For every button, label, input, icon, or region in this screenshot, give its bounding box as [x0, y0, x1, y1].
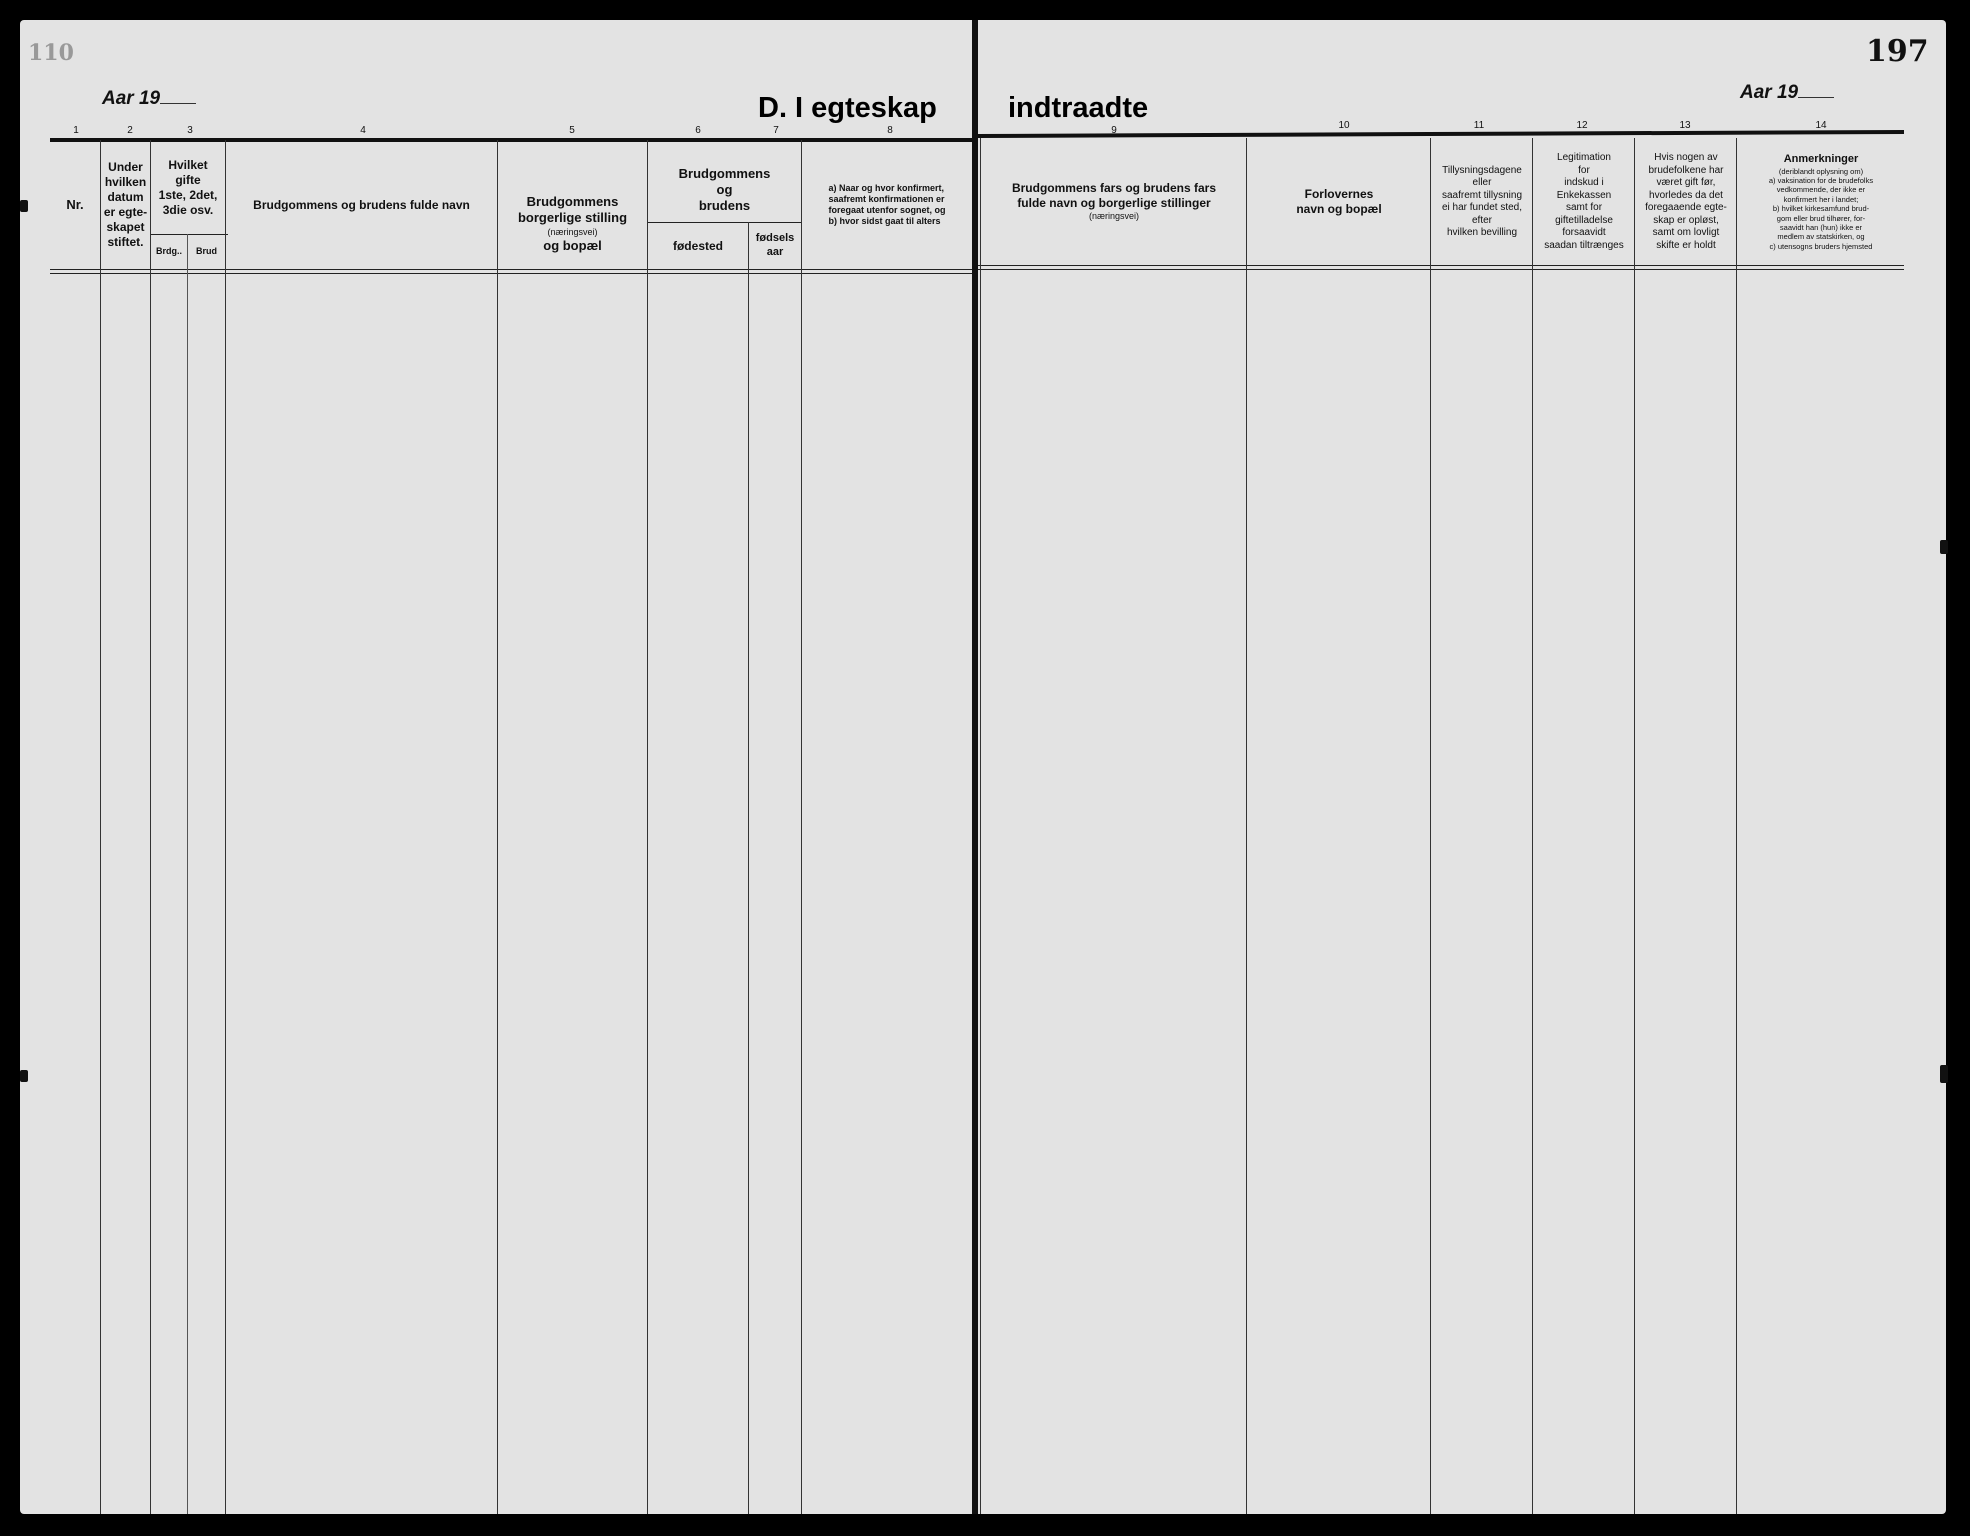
column-divider [187, 234, 188, 1514]
binding-hole [20, 1070, 28, 1082]
col-banns-header: Tillysningsdagene eller saafremt tillysning ei har fundet sted, efter hvilken bevilling [1441, 164, 1523, 238]
column-divider [150, 140, 151, 1514]
column-divider [1532, 138, 1533, 1514]
col-occupation-header: Brudgommens borgerlige stilling (næringsvei) og bopæl [517, 194, 628, 253]
column-number: 3 [187, 125, 193, 136]
column-number: 9 [1111, 125, 1117, 136]
column-number: 11 [1473, 120, 1485, 131]
corner-mark: 110 [28, 40, 74, 66]
header-bottom-rule [50, 269, 972, 270]
column-number: 8 [887, 125, 893, 136]
column-number: 1 [73, 125, 79, 136]
col-witnesses-header: Forlovernes navn og bopæl [1296, 187, 1382, 216]
column-number: 5 [569, 125, 575, 136]
col-date-header: Under hvilken datum er egte- skapet stiftet. [103, 160, 148, 249]
binding-hole [20, 200, 28, 212]
column-number: 13 [1679, 120, 1691, 131]
column-number: 7 [773, 125, 779, 136]
subheader-rule [647, 222, 801, 223]
column-divider [1246, 138, 1247, 1514]
left-page [20, 20, 972, 1514]
column-number: 10 [1338, 120, 1350, 131]
col-confirmation-header: a) Naar og hvor konfirmert, saafremt konfirmationen er foregaat utenfor sognet, og b) hvor sidst gaat til alters [828, 182, 946, 227]
col-bride-subheader: Brud [196, 246, 217, 257]
subheader-rule [150, 234, 228, 235]
column-divider [225, 140, 226, 1514]
page-number: 197 [1866, 34, 1929, 69]
col-legitimation-header: Legitimation for indskud i Enkekassen samt for giftetilladelse forsaavidt saadan tiltrænges [1544, 152, 1624, 251]
col-birthplace-subheader: fødested [672, 238, 723, 253]
right-page-title: indtraadte [1008, 92, 1149, 124]
column-divider [497, 140, 498, 1514]
column-divider [1634, 138, 1635, 1514]
left-year-label: Aar 19 [102, 88, 196, 110]
column-divider [980, 138, 981, 1514]
column-divider [647, 140, 648, 1514]
header-bottom-rule [978, 269, 1904, 270]
col-birthyear-subheader: fødsels aar [755, 232, 795, 258]
column-number: 12 [1576, 120, 1588, 131]
binding-hole [1940, 1065, 1948, 1083]
header-bottom-rule [978, 265, 1904, 266]
col-birth-header: Brudgommens og brudens [678, 165, 771, 214]
column-number: 6 [695, 125, 701, 136]
column-divider [1430, 138, 1431, 1514]
col-names-header: Brudgommens og brudens fulde navn [253, 197, 470, 212]
column-divider [100, 140, 101, 1514]
col-nr-header: Nr. [66, 196, 84, 212]
binding-hole [1940, 540, 1948, 554]
col-fathers-header: Brudgommens fars og brudens fars fulde navn og borgerlige stillinger (næringsvei) [1011, 181, 1217, 222]
right-year-label: Aar 19 [1740, 82, 1834, 104]
left-page-title: D. I egteskap [758, 92, 937, 124]
column-number: 14 [1815, 120, 1827, 131]
col-groom-subheader: Brdg.. [156, 246, 182, 257]
column-number: 4 [360, 125, 366, 136]
col-previous-marriage-header: Hvis nogen av brudefolkene har været gift før, hvorledes da det foregaaende egte- skap er opløst, samt om lovligt skifte er holdt [1645, 152, 1727, 251]
right-page [978, 20, 1946, 1514]
col-remarks-header: Anmerkninger (deriblandt oplysning om) a) vaksination for de brudefolks vedkommende, der ikke er konfirmert her i landet; b) hvilket kirkesamfund brud- gom eller brud tilhører, for- saavidt han (hun) ikke er medlem av statskirken, og c) utensogns bruders hjemsted [1768, 152, 1874, 251]
column-divider [748, 222, 749, 1514]
column-number: 2 [127, 125, 133, 136]
column-divider [1736, 138, 1737, 1514]
col-marriage-number-header: Hvilket gifte 1ste, 2det, 3die osv. [158, 158, 218, 217]
header-bottom-rule [50, 273, 972, 274]
column-divider [801, 140, 802, 1514]
